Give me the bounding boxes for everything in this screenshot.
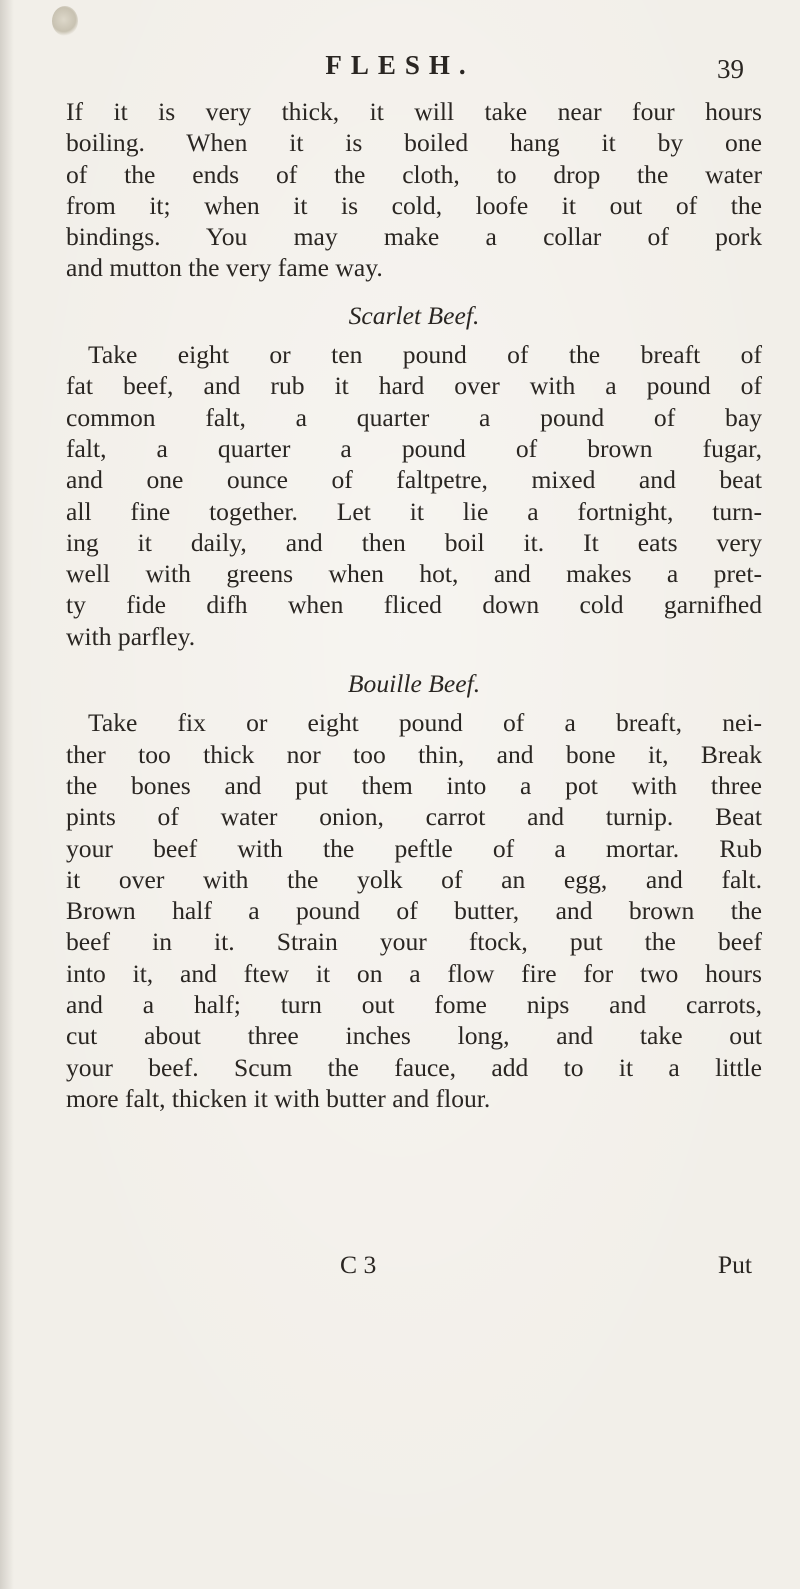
- text-line: cut about three inches long, and take out: [66, 1021, 762, 1051]
- text-line: ing it daily, and then boil it. It eats very: [66, 527, 762, 557]
- signature-mark: C 3: [340, 1250, 377, 1279]
- paragraph-intro: [66, 96, 762, 284]
- text-line: it over with the yolk of an egg, and falt.: [66, 864, 762, 894]
- text-line: common falt, a quarter a pound of bay: [66, 402, 762, 432]
- text-line: all fine together. Let it lie a fortnight, turn-: [66, 496, 762, 526]
- text-block: [66, 96, 762, 1114]
- text-line: the bones and put them into a pot with three: [66, 770, 762, 800]
- text-line: of the ends of the cloth, to drop the water: [66, 159, 762, 189]
- running-head: [0, 50, 800, 90]
- text-line: more falt, thicken it with butter and flour.: [66, 1083, 491, 1113]
- text-line: ther too thick nor too thin, and bone it, Break: [66, 739, 762, 769]
- text-line: into it, and ftew it on a flow fire for two hours: [66, 958, 762, 988]
- catchword: Put: [717, 1250, 752, 1279]
- text-line: boiling. When it is boiled hang it by one: [66, 128, 762, 158]
- text-line: from it; when it is cold, loofe it out of the: [66, 190, 762, 220]
- text-line: Brown half a pound of butter, and brown the: [66, 896, 762, 926]
- text-line: bindings. You may make a collar of pork: [66, 222, 762, 252]
- text-line: Take fix or eight pound of a breaft, nei-: [88, 708, 762, 738]
- text-line: with parfley.: [66, 621, 196, 651]
- paragraph-bouille-beef: [66, 707, 762, 1114]
- text-line: and a half; turn out fome nips and carrots,: [66, 990, 762, 1020]
- text-line: falt, a quarter a pound of brown fugar,: [66, 433, 762, 463]
- text-line: and one ounce of faltpetre, mixed and beat: [66, 465, 762, 495]
- text-line: Take eight or ten pound of the breaft of: [88, 340, 762, 370]
- page-gutter-shadow: [0, 0, 14, 1589]
- section-heading-scarlet-beef: Scarlet Beef.: [348, 300, 480, 330]
- text-line: fat beef, and rub it hard over with a pound of: [66, 371, 762, 401]
- section-heading-bouille-beef: Bouille Beef.: [347, 669, 481, 699]
- page-footer: [0, 1250, 800, 1282]
- text-line: your beef. Scum the fauce, add to it a little: [66, 1052, 762, 1082]
- running-title: FLESH.: [325, 50, 475, 80]
- page-number: 39: [717, 54, 744, 84]
- text-line: ty fide difh when fliced down cold garnifhed: [66, 590, 762, 620]
- text-line: your beef with the peftle of a mortar. Rub: [66, 833, 762, 863]
- text-line: beef in it. Strain your ftock, put the beef: [66, 927, 762, 957]
- text-line: If it is very thick, it will take near four hours: [66, 97, 762, 126]
- text-line: well with greens when hot, and makes a pret-: [66, 559, 762, 589]
- paper-stain: [52, 6, 78, 36]
- paragraph-scarlet-beef: [66, 339, 762, 652]
- text-line: and mutton the very fame way.: [66, 253, 383, 283]
- text-line: pints of water onion, carrot and turnip. Beat: [66, 802, 762, 832]
